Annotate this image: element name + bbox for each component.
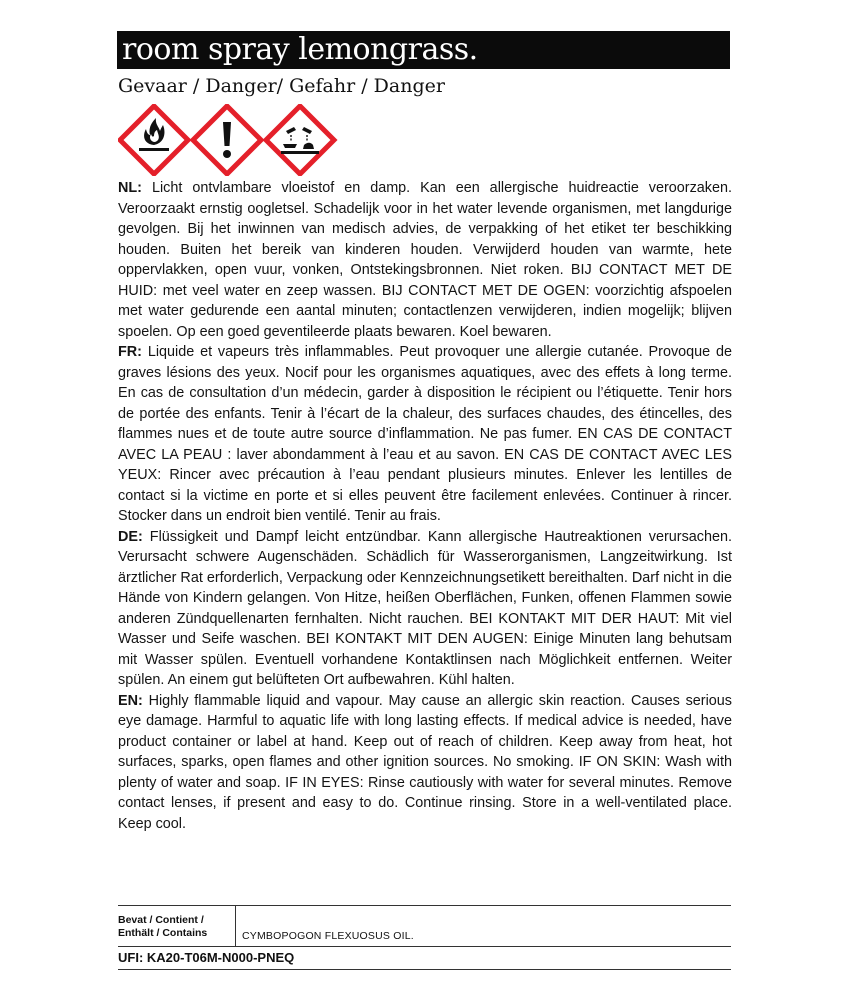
contents-label <box>118 906 236 946</box>
section-lang-code: EN: <box>118 692 143 709</box>
section-nl <box>118 178 732 342</box>
product-title: room spray lemongrass. <box>117 31 730 69</box>
section-text: Licht ontvlambare vloeistof en damp. Kan een allergische huidreactie veroorzaken. Veroorzaakt ernstig oogletsel. Schadelijk voor in het water levende organismen, met langdurige gevolgen. Bij het inwinnen van medisch advies, de verpakking of het etiket ter beschikking houden. Buiten het bereik van kinderen houden. Verwijderd houden van warmte, hete oppervlakken, open vuur, vonken, Ontstekingsbronnen. Niet roken. BIJ CONTACT MET DE HUID: met veel water en zeep wassen. BIJ CONTACT MET DE OGEN: voorzichtig afspoelen met water gedurende een aantal minuten; contactlenzen verwijderen, indien mogelijk; blijven spoelen. Op een goed geventileerde plaats bewaren. Koel bewaren. <box>118 180 732 340</box>
section-lang-code: FR: <box>118 344 142 360</box>
section-text: Liquide et vapeurs très inflammables. Peut provoquer une allergie cutanée. Provoque de graves lésions des yeux. Nocif pour les organismes aquatiques, avec des effets à long terme. En cas de consultation d’un médecin, garder à disposition le récipient ou l’étiquette. Tenir hors de portée des enfants. Tenir à l’écart de la chaleur, des surfaces chaudes, des étincelles, des flammes nues et de toute autre source d’inflammation. Ne pas fumer. EN CAS DE CONTACT AVEC LA PEAU : laver abondamment à l’eau et au savon. EN CAS DE CONTACT AVEC LES YEUX: Rincer avec précaution à l’eau pendant plusieurs minutes. Enlever les lentilles de contact si la victime en porte et si elles peuvent être facilement enlevées. Continuer à rincer. Stocker dans un endroit bien ventilé. Tenir au frais. <box>118 344 733 524</box>
section-lang-code: DE: <box>118 528 143 545</box>
section-de <box>118 527 732 691</box>
section-fr <box>118 342 732 527</box>
corrosion-icon <box>266 106 334 174</box>
contents-row <box>118 905 731 947</box>
section-text: Highly flammable liquid and vapour. May cause an allergic skin reaction. Causes serious eye damage. Harmful to aquatic life with long lasting effects. If medical advice is needed, have product container or label at hand. Keep out of reach of children. Keep away from heat, hot surfaces, sparks, open flames and other ignition sources. No smoking. IF ON SKIN: Wash with plenty of water and soap. IF IN EYES: Rinse cautiously with water for several minutes. Remove contact lenses, if present and easy to do. Continue rinsing. Store in a well-ventilated place. Keep cool. <box>118 692 732 832</box>
ghs-pictograms <box>118 104 338 176</box>
contents-label-line: Bevat / Contient / <box>118 914 204 926</box>
section-lang-code: NL: <box>118 180 142 196</box>
section-text: Flüssigkeit und Dampf leicht entzündbar. Kann allergische Hautreaktionen verursachen. Verursacht schwere Augenschäden. Schädlich für Wasserorganismen, Langzeitwirkung. Ist ärztlicher Rat erforderlich, Verpackung oder Kennzeichnungsetikett bereithalten. Darf nicht in die Hände von Kindern gelangen. Von Hitze, heißen Oberflächen, Funken, offenen Flammen sowie anderen Zündquellenarten fernhalten. Nicht rauchen. BEI KONTAKT MIT DER HAUT: Mit viel Wasser und Seife waschen. BEI KONTAKT MIT DEN AUGEN: Einige Minuten lang behutsam mit Wasser spülen. Eventuell vorhandene Kontaktlinsen nach Möglichkeit entfernen. Weiter spülen. An einem gut belüfteten Ort aufbewahren. Kühl halten. <box>118 528 732 688</box>
section-en <box>118 691 732 835</box>
contents-label-line: Enthält / Contains <box>118 927 208 939</box>
flame-icon <box>120 106 188 174</box>
contents-table <box>118 905 731 970</box>
contents-value: CYMBOPOGON FLEXUOSUS OIL. <box>242 930 414 942</box>
exclamation-mark-icon <box>193 106 261 174</box>
hazard-statements <box>118 178 732 834</box>
ufi-code: UFI: KA20-T06M-N000-PNEQ <box>118 947 731 970</box>
signal-words: Gevaar / Danger/ Gefahr / Danger <box>118 75 445 97</box>
